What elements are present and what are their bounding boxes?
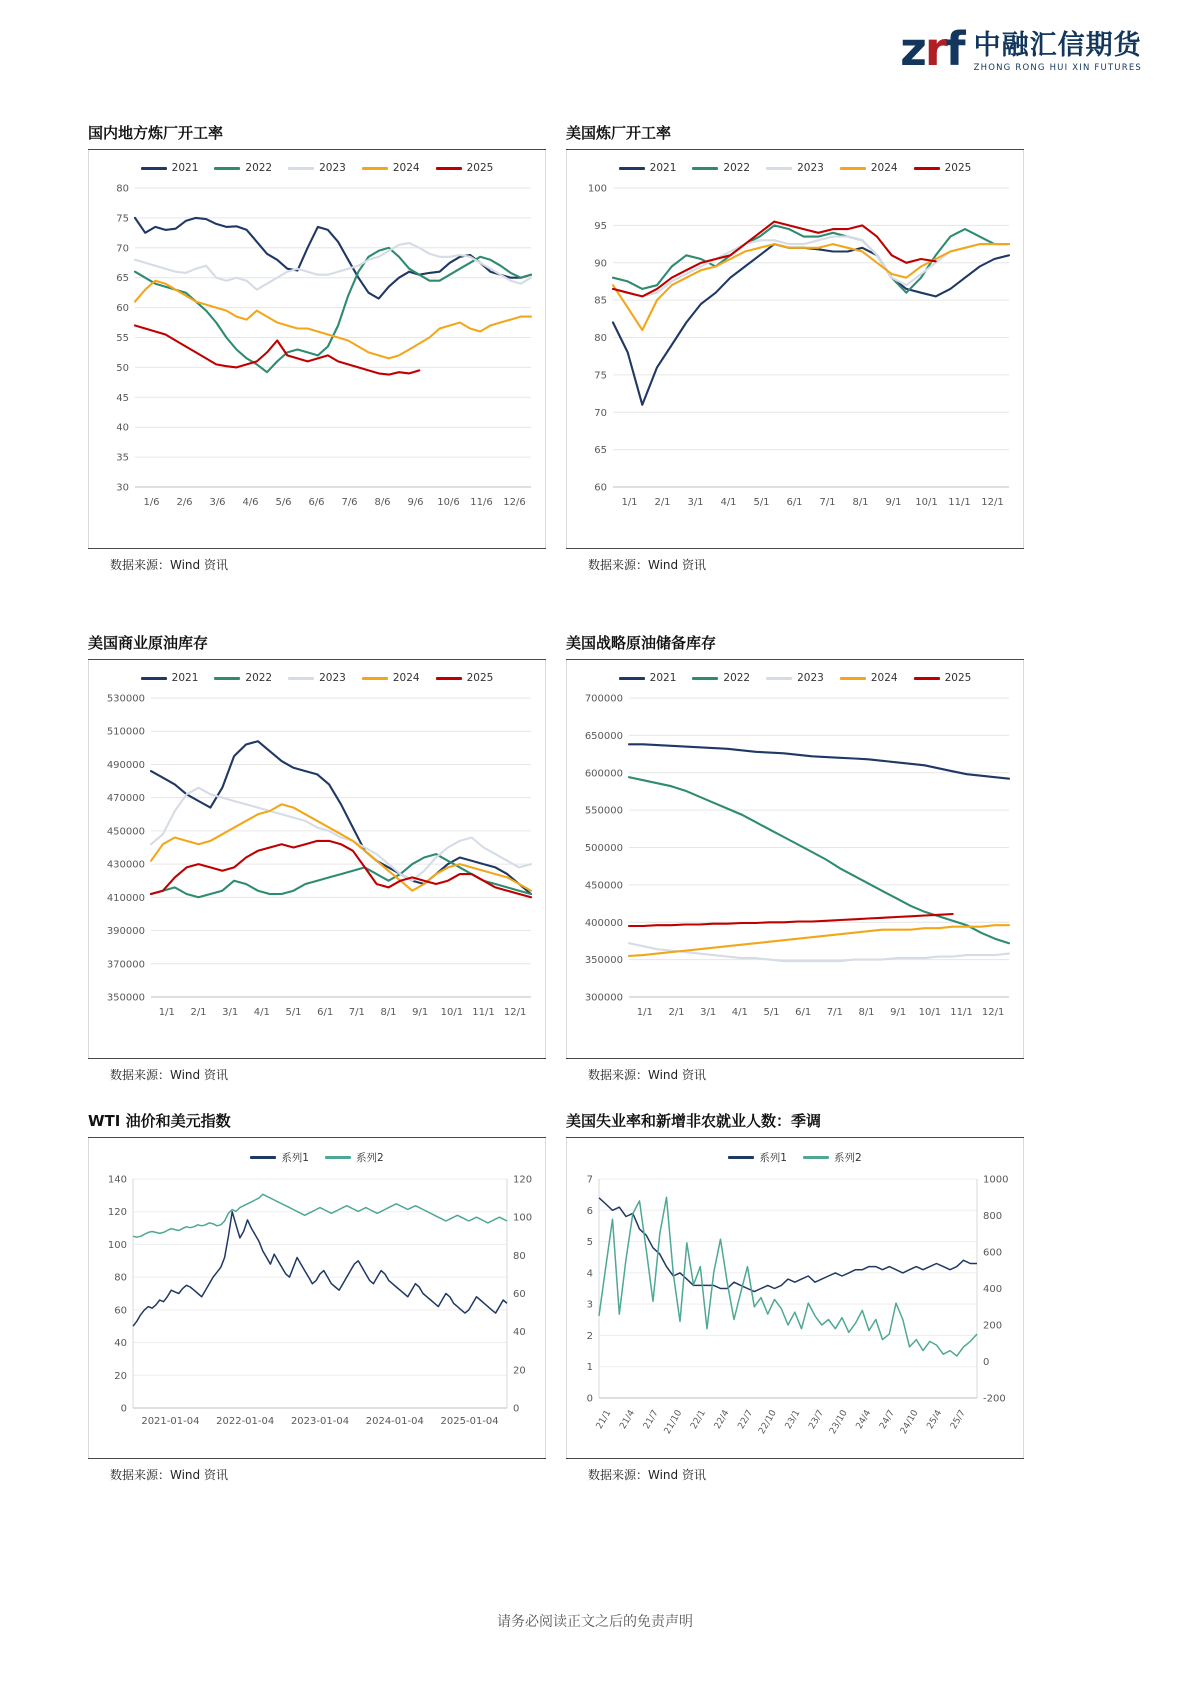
chart-source: 数据来源：Wind 资讯: [566, 548, 1024, 579]
svg-text:300000: 300000: [584, 992, 623, 1004]
legend-item-series2: [803, 1150, 862, 1165]
legend-swatch: [914, 677, 940, 680]
legend-item-2022: [214, 162, 272, 174]
svg-text:400000: 400000: [584, 917, 623, 929]
panel-title: WTI 油价和美元指数: [88, 1112, 231, 1130]
svg-text:700000: 700000: [584, 693, 623, 705]
svg-text:21/1: 21/1: [594, 1408, 614, 1432]
svg-text:21/7: 21/7: [641, 1408, 661, 1432]
legend-label: 2024: [870, 672, 898, 684]
legend-swatch: [214, 677, 240, 680]
svg-text:100: 100: [587, 183, 607, 195]
svg-text:10/6: 10/6: [437, 497, 460, 508]
legend-swatch: [325, 1156, 351, 1159]
svg-text:6: 6: [586, 1205, 593, 1217]
svg-text:600000: 600000: [584, 768, 623, 780]
svg-text:9/1: 9/1: [412, 1007, 429, 1018]
legend-swatch: [214, 167, 240, 170]
logo-name-en: ZHONG RONG HUI XIN FUTURES: [973, 62, 1142, 73]
svg-text:21/4: 21/4: [618, 1408, 638, 1432]
svg-text:470000: 470000: [106, 793, 145, 805]
svg-text:430000: 430000: [106, 859, 145, 871]
legend-label: 2023: [797, 672, 824, 684]
svg-text:4: 4: [586, 1268, 593, 1280]
legend-label: 2023: [319, 162, 346, 174]
svg-text:2024-01-04: 2024-01-04: [365, 1416, 424, 1427]
chart-plot: [567, 174, 1025, 529]
panel-domestic-refinery-rate: [88, 122, 546, 579]
legend-item-2024: [840, 162, 898, 174]
svg-text:95: 95: [594, 220, 607, 232]
company-logo: [900, 22, 1142, 76]
logo-name-cn: 中融汇信期货: [973, 29, 1142, 61]
svg-text:3: 3: [586, 1299, 593, 1311]
chart-plot: [89, 174, 547, 529]
chart-source: 数据来源：Wind 资讯: [88, 1458, 546, 1489]
svg-text:1/1: 1/1: [158, 1007, 175, 1018]
svg-text:24/10: 24/10: [898, 1408, 921, 1436]
svg-text:370000: 370000: [106, 959, 145, 971]
legend-swatch: [250, 1156, 276, 1159]
svg-text:85: 85: [594, 295, 607, 307]
svg-text:8/1: 8/1: [852, 497, 869, 508]
svg-text:5/1: 5/1: [753, 497, 770, 508]
legend-swatch: [362, 167, 388, 170]
svg-text:11/1: 11/1: [472, 1007, 495, 1018]
legend-label: 系列1: [759, 1152, 787, 1164]
panel-us-refinery-rate: [566, 122, 1024, 579]
legend-item-2025: [436, 672, 494, 684]
svg-text:6/1: 6/1: [786, 497, 803, 508]
legend-label: 2025: [466, 162, 494, 174]
legend-label: 2025: [944, 672, 972, 684]
svg-text:100: 100: [513, 1212, 533, 1224]
legend-label: 2024: [870, 162, 898, 174]
svg-text:4/1: 4/1: [731, 1007, 748, 1018]
legend-swatch: [766, 677, 792, 680]
legend-swatch: [914, 167, 940, 170]
svg-text:490000: 490000: [106, 759, 145, 771]
legend-item-2025: [436, 162, 494, 174]
svg-text:40: 40: [114, 1338, 127, 1350]
svg-text:120: 120: [513, 1174, 533, 1186]
svg-text:9/6: 9/6: [407, 497, 424, 508]
chart-us-commercial-crude-stocks: [88, 660, 546, 1058]
legend-item-2022: [692, 162, 750, 174]
svg-text:40: 40: [116, 422, 129, 434]
svg-text:22/4: 22/4: [712, 1408, 732, 1432]
chart-source: 数据来源：Wind 资讯: [88, 548, 546, 579]
chart-unemployment-nonfarm: [566, 1138, 1024, 1458]
legend-swatch: [840, 677, 866, 680]
svg-text:450000: 450000: [584, 880, 623, 892]
legend-swatch: [692, 167, 718, 170]
chart-plot: [89, 1165, 547, 1450]
svg-text:4/1: 4/1: [720, 497, 737, 508]
legend-item-series2: [325, 1150, 384, 1165]
svg-text:200: 200: [983, 1320, 1003, 1332]
svg-text:10/1: 10/1: [440, 1007, 464, 1018]
chart-wti-dollar-index: [88, 1138, 546, 1458]
svg-text:-200: -200: [983, 1393, 1006, 1405]
legend-label: 2022: [245, 162, 273, 174]
svg-text:22/10: 22/10: [757, 1408, 779, 1436]
svg-text:140: 140: [107, 1174, 127, 1186]
panel-title: 美国商业原油库存: [88, 634, 209, 652]
svg-text:350000: 350000: [584, 955, 623, 967]
svg-text:21/10: 21/10: [662, 1408, 685, 1436]
svg-text:23/10: 23/10: [828, 1408, 850, 1436]
legend-label: 2024: [392, 672, 420, 684]
legend-swatch: [766, 167, 792, 170]
legend-label: 2023: [319, 672, 346, 684]
svg-text:23/7: 23/7: [807, 1408, 827, 1432]
legend-swatch: [803, 1156, 829, 1159]
legend-swatch: [728, 1156, 754, 1159]
chart-us-refinery-rate: [566, 150, 1024, 548]
svg-text:75: 75: [594, 370, 607, 382]
svg-text:2025-01-04: 2025-01-04: [440, 1416, 499, 1427]
legend-item-2024: [362, 672, 420, 684]
svg-text:5/6: 5/6: [275, 497, 292, 508]
legend-label: 2022: [723, 672, 751, 684]
svg-text:25/4: 25/4: [925, 1408, 945, 1432]
svg-text:0: 0: [513, 1403, 520, 1415]
svg-text:8/1: 8/1: [858, 1007, 875, 1018]
panel-unemployment-nonfarm: [566, 1110, 1024, 1489]
svg-text:0: 0: [120, 1403, 127, 1415]
svg-text:70: 70: [116, 243, 129, 255]
svg-text:600: 600: [983, 1247, 1003, 1259]
svg-text:23/1: 23/1: [783, 1408, 803, 1432]
svg-text:65: 65: [116, 273, 129, 285]
svg-text:4/6: 4/6: [242, 497, 259, 508]
svg-text:450000: 450000: [106, 826, 145, 838]
legend-label: 系列2: [356, 1152, 384, 1164]
svg-text:80: 80: [513, 1250, 526, 1262]
legend-label: 2025: [944, 162, 972, 174]
legend-item-2022: [692, 672, 750, 684]
svg-text:80: 80: [594, 333, 607, 344]
svg-text:5: 5: [586, 1237, 593, 1249]
panel-us-commercial-crude-stocks: [88, 632, 546, 1089]
svg-text:45: 45: [116, 392, 129, 404]
svg-text:2023-01-04: 2023-01-04: [290, 1416, 350, 1427]
svg-text:3/1: 3/1: [222, 1007, 239, 1018]
svg-text:60: 60: [114, 1305, 127, 1317]
svg-text:50: 50: [116, 362, 129, 374]
svg-text:65: 65: [594, 445, 607, 457]
legend-label: 2024: [392, 162, 420, 174]
legend-swatch: [692, 677, 718, 680]
svg-text:2/1: 2/1: [654, 497, 671, 508]
chart-legend: [567, 150, 1023, 174]
legend-label: 2021: [649, 162, 677, 174]
chart-us-spr-stocks: [566, 660, 1024, 1058]
chart-domestic-refinery-rate: [88, 150, 546, 548]
legend-label: 2022: [245, 672, 273, 684]
chart-legend: [567, 660, 1023, 684]
legend-item-2021: [619, 162, 677, 174]
svg-text:5/1: 5/1: [285, 1007, 302, 1018]
chart-legend: [89, 660, 545, 684]
svg-text:12/6: 12/6: [503, 497, 526, 508]
svg-text:120: 120: [107, 1207, 127, 1219]
logo-letter-z: z: [900, 22, 925, 76]
legend-item-series1: [728, 1150, 787, 1165]
svg-text:7/1: 7/1: [819, 497, 836, 508]
panel-title: 美国炼厂开工率: [566, 124, 672, 142]
svg-text:1: 1: [586, 1362, 593, 1374]
chart-source: 数据来源：Wind 资讯: [566, 1058, 1024, 1089]
legend-item-2023: [766, 162, 824, 174]
panel-title: 美国战略原油储备库存: [566, 634, 717, 652]
svg-text:1/6: 1/6: [143, 497, 160, 508]
panel-title: 美国失业率和新增非农就业人数：季调: [566, 1112, 822, 1130]
svg-text:6/6: 6/6: [308, 497, 325, 508]
legend-item-2023: [766, 672, 824, 684]
svg-text:22/1: 22/1: [689, 1408, 708, 1432]
svg-text:75: 75: [116, 213, 129, 225]
svg-text:24/4: 24/4: [854, 1408, 874, 1432]
svg-text:2: 2: [586, 1330, 593, 1342]
svg-text:9/1: 9/1: [890, 1007, 907, 1018]
svg-text:12/1: 12/1: [503, 1007, 527, 1018]
svg-text:9/1: 9/1: [885, 497, 902, 508]
svg-text:60: 60: [116, 303, 129, 315]
svg-text:11/6: 11/6: [470, 497, 493, 508]
legend-item-2023: [288, 162, 346, 174]
svg-text:70: 70: [594, 407, 607, 419]
svg-text:10/1: 10/1: [918, 1007, 942, 1018]
legend-item-2021: [141, 162, 199, 174]
legend-swatch: [141, 677, 167, 680]
legend-label: 2021: [171, 672, 199, 684]
svg-text:5/1: 5/1: [763, 1007, 780, 1018]
chart-plot: [89, 684, 547, 1039]
legend-swatch: [840, 167, 866, 170]
svg-text:40: 40: [513, 1327, 526, 1339]
legend-label: 2025: [466, 672, 494, 684]
legend-item-2024: [362, 162, 420, 174]
svg-text:20: 20: [513, 1365, 526, 1377]
svg-text:11/1: 11/1: [950, 1007, 973, 1018]
panel-title: 国内地方炼厂开工率: [88, 124, 224, 142]
svg-text:2021-01-04: 2021-01-04: [141, 1416, 200, 1427]
legend-item-2023: [288, 672, 346, 684]
svg-text:35: 35: [116, 452, 129, 464]
legend-item-2021: [619, 672, 677, 684]
svg-text:410000: 410000: [106, 892, 145, 904]
svg-text:7/1: 7/1: [826, 1007, 843, 1018]
chart-source: 数据来源：Wind 资讯: [88, 1058, 546, 1089]
svg-text:60: 60: [594, 482, 607, 494]
legend-swatch: [288, 677, 314, 680]
svg-text:60: 60: [513, 1289, 526, 1300]
svg-text:7/6: 7/6: [341, 497, 358, 508]
svg-text:22/7: 22/7: [736, 1408, 756, 1432]
svg-text:800: 800: [983, 1211, 1003, 1222]
legend-swatch: [141, 167, 167, 170]
svg-text:24/7: 24/7: [878, 1408, 897, 1432]
logo-letter-f: f: [945, 22, 964, 76]
legend-item-2025: [914, 162, 972, 174]
svg-text:650000: 650000: [584, 730, 623, 742]
svg-text:12/1: 12/1: [981, 497, 1004, 508]
svg-text:3/6: 3/6: [209, 497, 226, 508]
logo-letter-r: r: [924, 22, 946, 76]
svg-text:1/1: 1/1: [636, 1007, 653, 1018]
legend-item-2021: [141, 672, 199, 684]
legend-label: 2023: [797, 162, 824, 174]
svg-text:1000: 1000: [983, 1174, 1009, 1186]
panel-wti-dollar-index: [88, 1110, 546, 1489]
svg-text:6/1: 6/1: [317, 1007, 334, 1018]
chart-legend: [89, 150, 545, 174]
logo-mark: [900, 22, 964, 76]
svg-text:2/1: 2/1: [190, 1007, 207, 1018]
svg-text:550000: 550000: [584, 805, 623, 817]
chart-legend: [89, 1138, 545, 1165]
svg-text:3/1: 3/1: [687, 497, 704, 508]
legend-label: 2021: [171, 162, 199, 174]
legend-item-2024: [840, 672, 898, 684]
svg-text:80: 80: [114, 1272, 127, 1284]
svg-text:90: 90: [594, 258, 607, 270]
legend-label: 系列1: [281, 1152, 309, 1164]
svg-text:30: 30: [116, 482, 129, 494]
svg-text:10/1: 10/1: [915, 497, 938, 508]
svg-text:20: 20: [114, 1370, 127, 1382]
legend-swatch: [619, 677, 645, 680]
svg-text:8/6: 8/6: [374, 497, 391, 508]
svg-text:8/1: 8/1: [380, 1007, 397, 1018]
svg-text:7: 7: [586, 1174, 593, 1186]
svg-text:0: 0: [586, 1393, 593, 1405]
svg-text:2/6: 2/6: [176, 497, 193, 508]
svg-text:4/1: 4/1: [253, 1007, 270, 1018]
legend-label: 系列2: [834, 1152, 862, 1164]
svg-text:500000: 500000: [584, 843, 623, 854]
chart-legend: [567, 1138, 1023, 1165]
legend-swatch: [436, 167, 462, 170]
page-footer: 请务必阅读正文之后的免责声明: [497, 1614, 693, 1630]
svg-text:530000: 530000: [106, 693, 145, 705]
legend-swatch: [288, 167, 314, 170]
svg-text:390000: 390000: [106, 926, 145, 938]
legend-item-series1: [250, 1150, 309, 1165]
panel-us-spr-stocks: [566, 632, 1024, 1089]
svg-text:350000: 350000: [106, 992, 145, 1004]
svg-text:80: 80: [116, 183, 129, 195]
legend-item-2022: [214, 672, 272, 684]
svg-text:6/1: 6/1: [795, 1007, 812, 1018]
svg-text:1/1: 1/1: [621, 497, 638, 508]
svg-text:11/1: 11/1: [948, 497, 971, 508]
svg-text:0: 0: [983, 1357, 990, 1368]
svg-text:55: 55: [116, 333, 129, 344]
chart-source: 数据来源：Wind 资讯: [566, 1458, 1024, 1489]
svg-text:2022-01-04: 2022-01-04: [216, 1416, 275, 1427]
legend-label: 2021: [649, 672, 677, 684]
svg-text:3/1: 3/1: [700, 1007, 717, 1018]
legend-swatch: [436, 677, 462, 680]
legend-item-2025: [914, 672, 972, 684]
legend-swatch: [619, 167, 645, 170]
legend-swatch: [362, 677, 388, 680]
svg-text:510000: 510000: [106, 726, 145, 738]
svg-text:7/1: 7/1: [348, 1007, 365, 1018]
legend-label: 2022: [723, 162, 751, 174]
chart-plot: [567, 1165, 1025, 1450]
svg-text:400: 400: [983, 1284, 1003, 1295]
svg-text:100: 100: [107, 1239, 127, 1251]
svg-text:12/1: 12/1: [981, 1007, 1005, 1018]
svg-text:25/7: 25/7: [949, 1408, 968, 1432]
svg-text:2/1: 2/1: [668, 1007, 685, 1018]
chart-plot: [567, 684, 1025, 1039]
